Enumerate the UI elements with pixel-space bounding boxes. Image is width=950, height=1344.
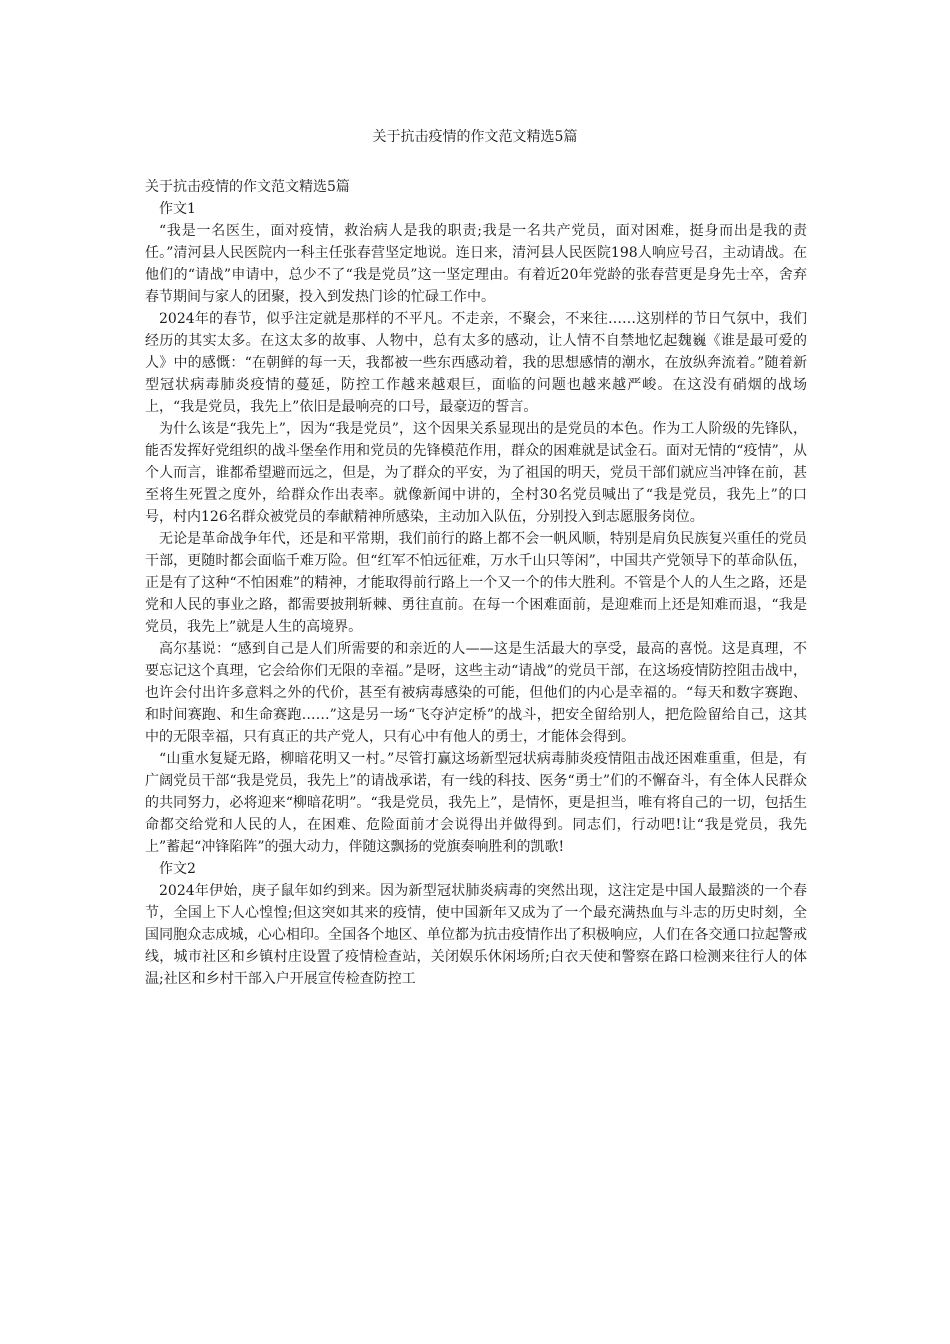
paragraph: “我是一名医生，面对疫情，救治病人是我的职责;我是一名共产党员，面对困难，挺身而出是我的责任。”清河县人民医院内一科主任张春营坚定地说。连日来，清河县人民医院198人响应号召，主动请战。在他们的“请战”申请中，总少不了“我是党员”这一坚定理由。有着近20年党龄的张春营更是身先士卒，舍弃春节期间与家人的团聚，投入到发热门诊的忙碌工作中。	[145, 223, 807, 305]
paragraph: 2024年伊始，庚子鼠年如约到来。因为新型冠状肺炎病毒的突然出现，这注定是中国人最黯淡的一个春节，全国上下人心惶惶;但这突如其来的疫情，使中国新年又成为了一个最充满热血与斗志的历史时刻，全国同胞众志成城，心心相印。全国各个地区、单位都为抗击疫情作出了积极响应，人们在各交通口拉起警戒线，城市社区和乡镇村庄设置了疫情检查站，关闭娱乐休闲场所;白衣天使和警察在路口检测来往行人的体温;社区和乡村干部入户开展宣传检查防控工	[145, 883, 807, 987]
essay-2-heading: 作文2	[159, 861, 196, 877]
page-header-title: 关于抗击疫情的作文范文精选5篇	[372, 129, 578, 145]
paragraph: 为什么该是“我先上”，因为“我是党员”，这个因果关系显现出的是党员的本色。作为工人阶级的先锋队，能否发挥好党组织的战斗堡垒作用和党员的先锋模范作用，群众的困难就是试金石。面对无情的“疫情”，从个人而言，谁都希望避而远之，但是，为了群众的平安，为了祖国的明天，党员干部们就应当冲锋在前，甚至将生死置之度外，给群众作出表率。就像新闻中讲的，全村30名党员喊出了“我是党员，我先上”的口号，村内126名群众被党员的奉献精神所感染，主动加入队伍，分别投入到志愿服务岗位。	[145, 421, 807, 525]
paragraph: “山重水复疑无路，柳暗花明又一村。”尽管打赢这场新型冠状病毒肺炎疫情阻击战还困难重重，但是，有广阔党员干部“我是党员，我先上”的请战承诺，有一线的科技、医务“勇士”们的不懈奋斗，有全体人民群众的共同努力，必将迎来“柳暗花明”。“我是党员，我先上”，是情怀，更是担当，唯有将自己的一切，包括生命都交给党和人民的人，在困难、危险面前才会说得出并做得到。同志们，行动吧!让“我是党员，我先上”蓄起“冲锋陷阵”的强大动力，伴随这飘扬的党旗奏响胜利的凯歌!	[145, 751, 807, 855]
document-title: 关于抗击疫情的作文范文精选5篇	[145, 179, 350, 195]
paragraph: 无论是革命战争年代，还是和平常期，我们前行的路上都不会一帆风顺，特别是肩负民族复兴重任的党员干部，更随时都会面临千难万险。但“红军不怕远征难，万水千山只等闲”，中国共产党领导下的革命队伍，正是有了这种“不怕困难”的精神，才能取得前行路上一个又一个的伟大胜利。不管是个人的人生之路，还是党和人民的事业之路，都需要披荆斩棘、勇往直前。在每一个困难面前，是迎难而上还是知难而退，“我是党员，我先上”就是人生的高境界。	[145, 531, 807, 635]
document-body	[145, 176, 807, 990]
paragraph: 高尔基说：“感到自己是人们所需要的和亲近的人——这是生活最大的享受，最高的喜悦。这是真理，不要忘记这个真理，它会给你们无限的幸福。”是呀，这些主动“请战”的党员干部，在这场疫情防控阻击战中，也许会付出许多意料之外的代价，甚至有被病毒感染的可能，但他们的内心是幸福的。“每天和数字赛跑、和时间赛跑、和生命赛跑……”这是另一场“飞夺泸定桥”的战斗，把安全留给别人，把危险留给自己，这其中的无限幸福，只有真正的共产党人，只有心中有他人的勇士，才能体会得到。	[145, 641, 807, 745]
paragraph: 2024年的春节，似乎注定就是那样的不平凡。不走亲，不聚会，不来往……这别样的节日气氛中，我们经历的其实太多。在这太多的故事、人物中，总有太多的感动，让人情不自禁地忆起魏巍《谁是最可爱的人》中的感慨：“在朝鲜的每一天，我都被一些东西感动着，我的思想感情的潮水，在放纵奔流着。”随着新型冠状病毒肺炎疫情的蔓延，防控工作越来越艰巨，面临的问题也越来越严峻。在这没有硝烟的战场上，“我是党员，我先上”依旧是最响亮的口号，最豪迈的誓言。	[145, 311, 807, 415]
essay-1-heading: 作文1	[159, 201, 196, 217]
